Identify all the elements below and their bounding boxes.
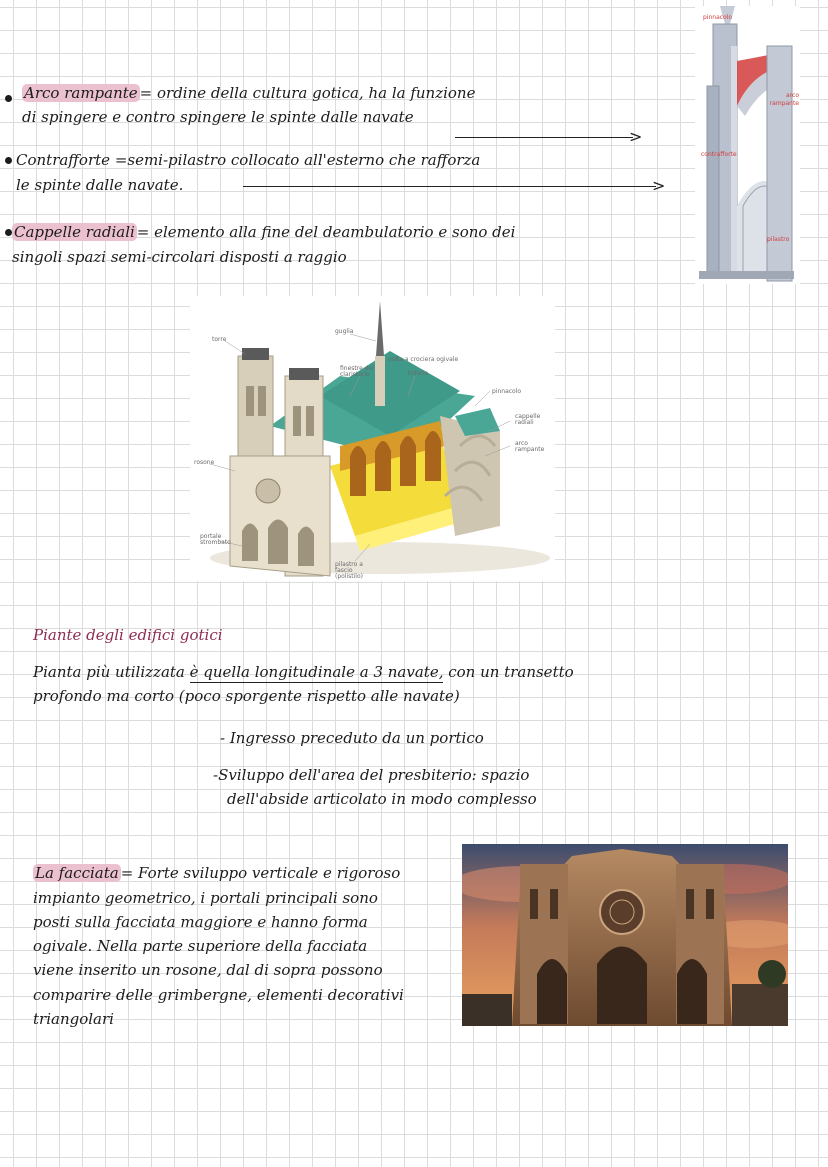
arrow-head-icon: > [629, 127, 643, 146]
arrow-line [455, 137, 633, 138]
label-torre: torre [212, 336, 227, 343]
flying-buttress-diagram [695, 6, 800, 284]
arrow-head-icon: > [652, 176, 666, 195]
label-arco-rampante: arco rampante [769, 92, 799, 107]
label-triforio: triforio [408, 370, 429, 377]
plan-text: con un transetto [443, 663, 574, 681]
section-title: Piante degli edifici gotici [33, 626, 223, 644]
definition-contrafforte-line2: le spinte dalle navate. [16, 176, 184, 194]
plan-text: Pianta più utilizzata [33, 663, 190, 681]
label-pinnacolo: pinnacolo [492, 388, 522, 395]
facade-definition-line4: ogivale. Nella parte superiore della facciata [33, 937, 368, 955]
definition-arco-rampante-line2: di spingere e contro spingere le spinte dalle navate [22, 108, 414, 126]
label-pinnacolo: pinnacolo [703, 14, 733, 21]
plan-description-line2: profondo ma corto (poco sporgente rispetto alle navate) [33, 687, 460, 705]
definition-cappelle-radiali [12, 220, 515, 244]
plan-description-line1 [33, 660, 574, 684]
label-pilastro: pilastro a fascio (polistilo) [335, 561, 363, 580]
plan-text-underlined: è quella longitudinale a 3 navate, [189, 663, 444, 681]
facade-definition-line5: viene inserito un rosone, dal di sopra possono [33, 961, 383, 979]
cathedral-facade-photo [462, 844, 788, 1026]
term-cappelle-radiali: Cappelle radiali [14, 223, 135, 241]
plan-bullet-presbiterio: -Sviluppo dell'area del presbiterio: spazio [213, 766, 530, 784]
facade-definition-line2: impianto geometrico, i portali principali sono [33, 889, 378, 907]
label-cappelle: cappelle radiali [515, 413, 541, 426]
label-portale: portale strombato [200, 533, 231, 546]
definition-contrafforte [16, 148, 480, 172]
facade-definition-line1 [33, 861, 400, 885]
facade-text: = Forte sviluppo verticale e rigoroso [120, 864, 401, 882]
definition-text: = elemento alla fine del deambulatorio e sono dei [136, 223, 516, 241]
arrow-line [243, 186, 656, 187]
definition-text: =semi-pilastro collocato all'esterno che rafforza [110, 151, 481, 169]
label-finestre: finestre del claristorio [340, 365, 374, 378]
term-arco-rampante: Arco rampante [24, 84, 138, 102]
bullet-dot [5, 157, 12, 164]
label-pilastro: pilastro [767, 236, 790, 243]
facade-definition-line7: triangolari [33, 1010, 114, 1028]
definition-arco-rampante [22, 81, 475, 105]
label-contrafforte: contrafforte [701, 151, 737, 158]
plan-bullet-portico: - Ingresso preceduto da un portico [220, 729, 484, 747]
label-guglia: guglia [335, 328, 354, 335]
definition-cappelle-line2: singoli spazi semi-circolari disposti a raggio [12, 248, 347, 266]
plan-bullet-presbiterio-line2: dell'abside articolato in modo complesso [227, 790, 537, 808]
facade-definition-line3: posti sulla facciata maggiore e hanno forma [33, 913, 368, 931]
label-arco-rampante: arco rampante [515, 440, 545, 453]
bullet-dot [5, 229, 12, 236]
cathedral-cutaway-diagram [190, 296, 555, 581]
label-volta: volta a crociera ogivale [388, 356, 459, 363]
facade-definition-line6: comparire delle grimbergne, elementi decorativi [33, 986, 404, 1004]
term-contrafforte: Contrafforte [16, 151, 111, 169]
definition-text: = ordine della cultura gotica, ha la funzione [139, 84, 476, 102]
term-la-facciata: La facciata [35, 864, 119, 882]
label-rosone: rosone [194, 459, 215, 466]
bullet-dot [5, 95, 12, 102]
